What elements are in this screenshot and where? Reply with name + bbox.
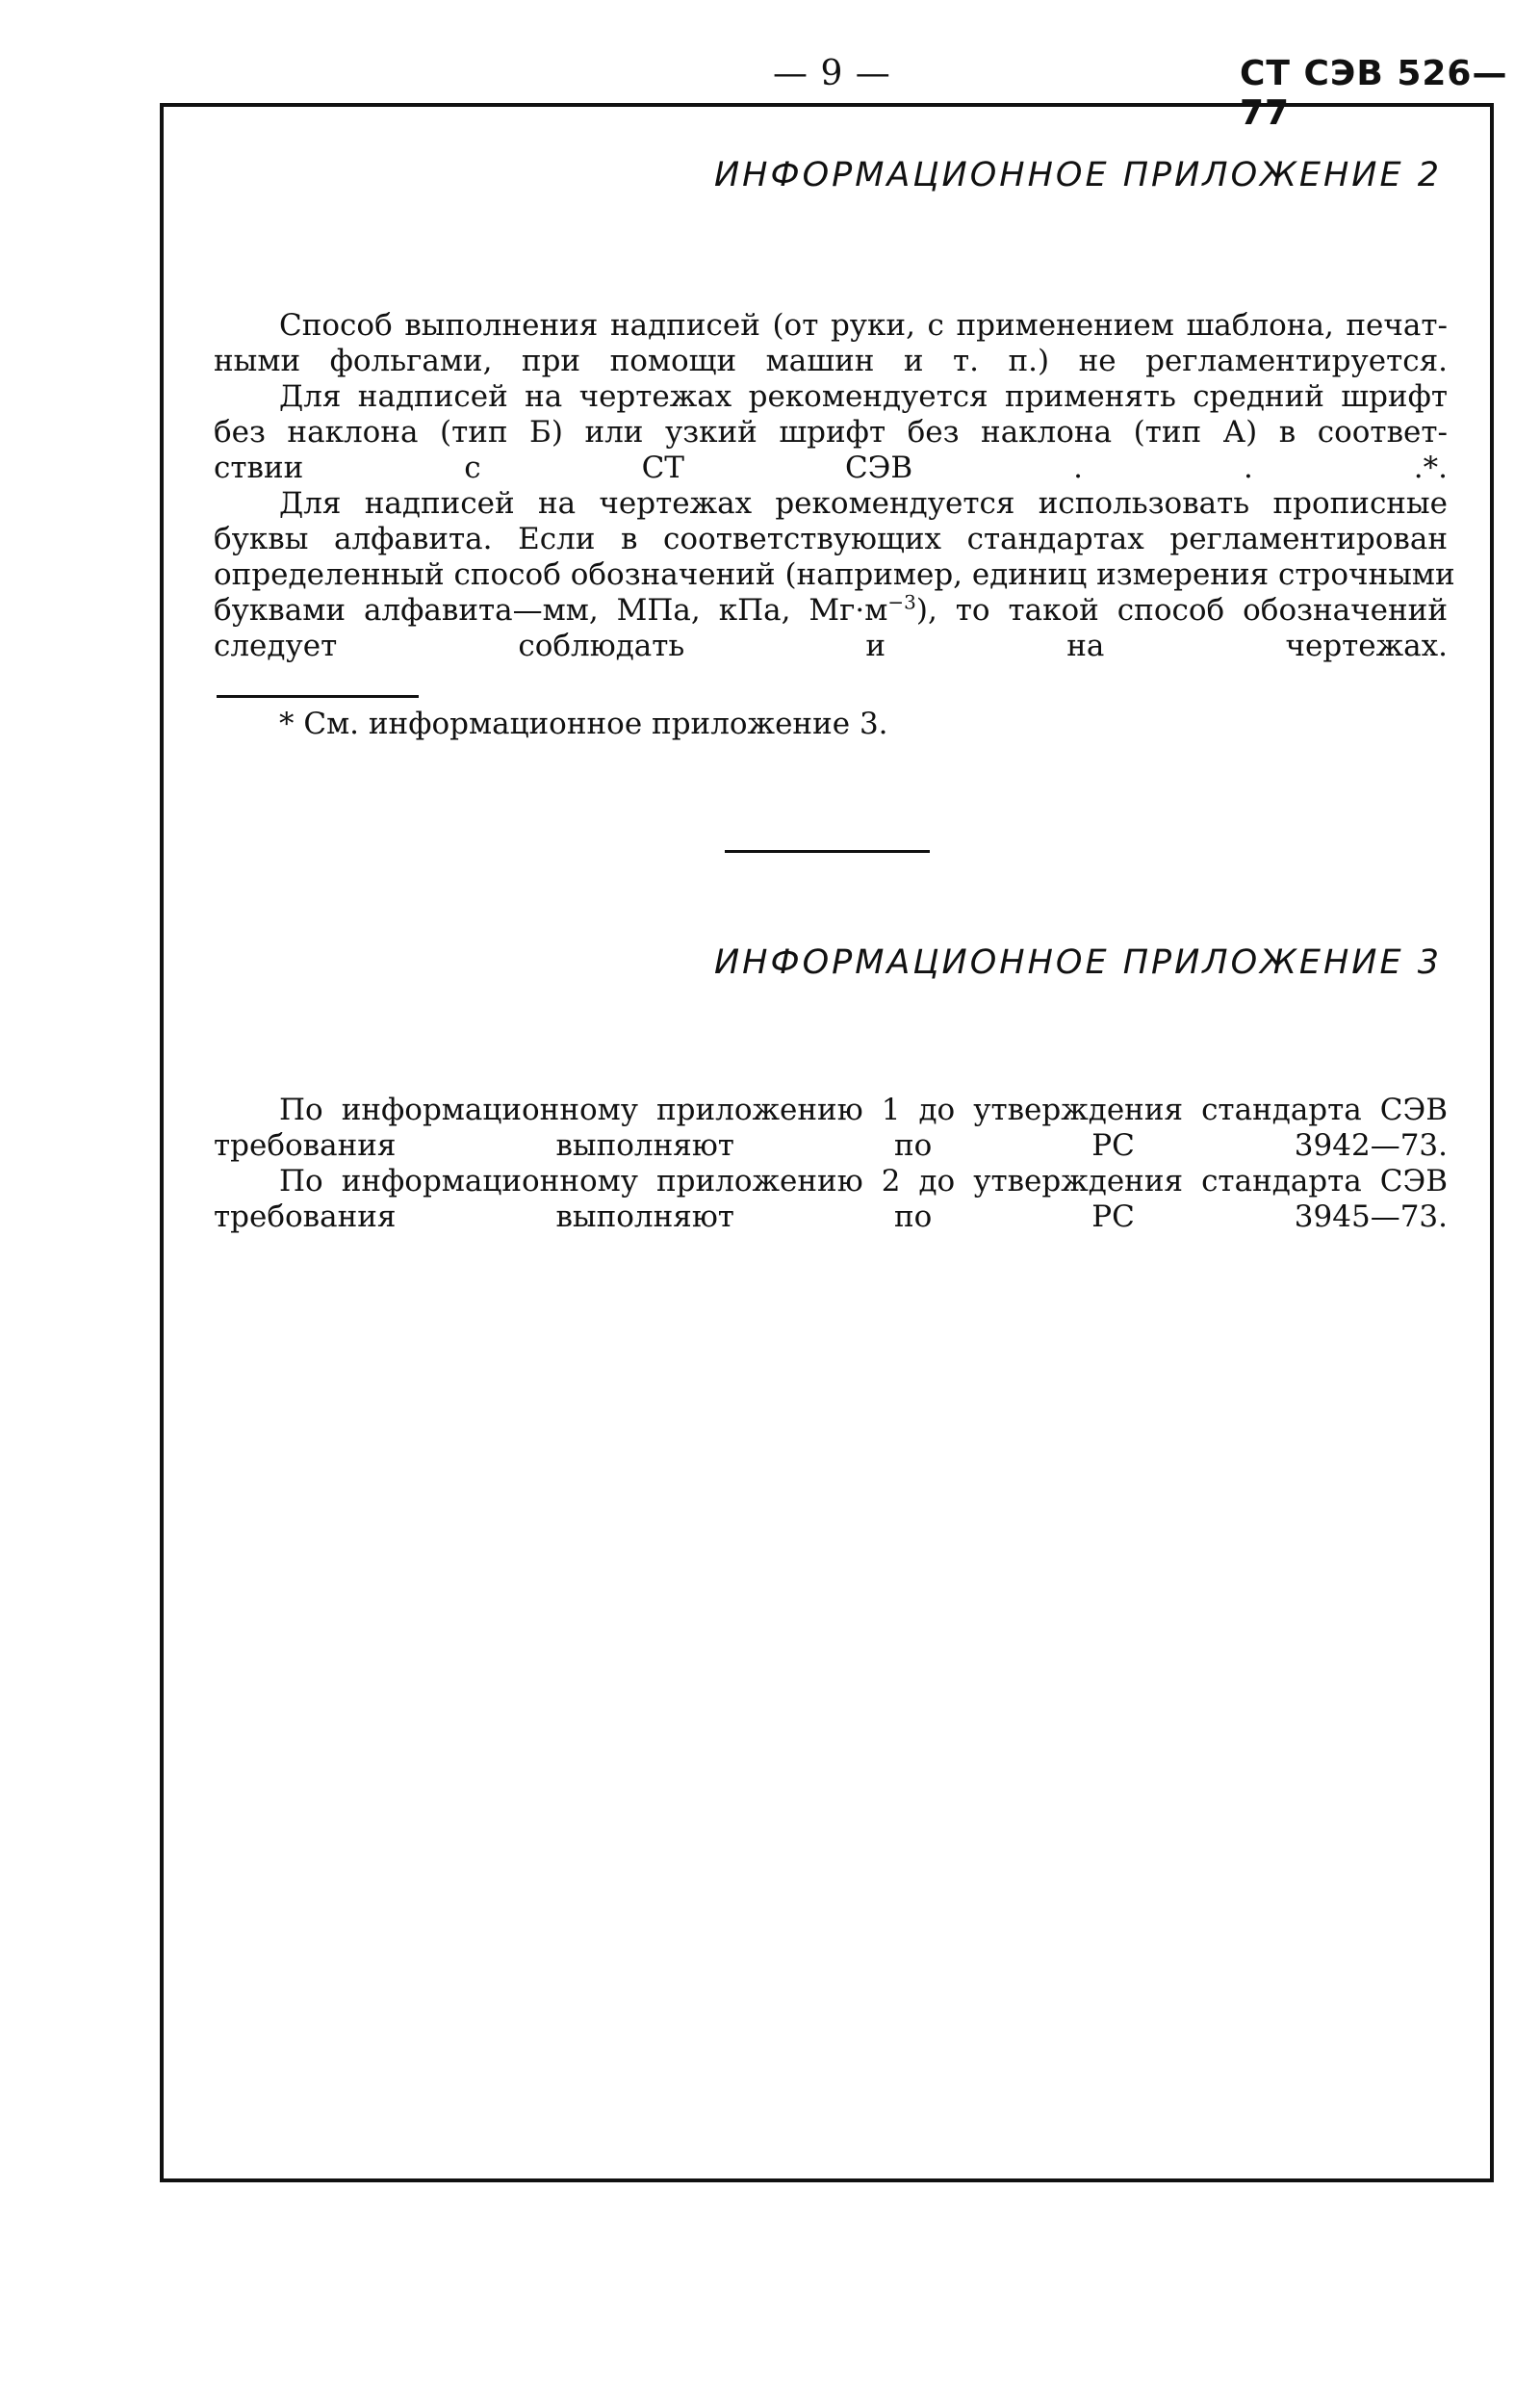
- footnote: * См. информационное приложение 3.: [279, 707, 888, 741]
- text-line: без наклона (тип Б) или узкий шрифт без наклона (тип А) в соответ-: [214, 415, 1448, 450]
- text-line: требования выполняют по РС 3942—73.: [214, 1128, 1448, 1163]
- appendix-3-paragraph-2: [214, 1164, 1448, 1235]
- text-line: Способ выполнения надписей (от руки, с применением шаблона, печат-: [279, 308, 1448, 343]
- appendix-3-title: ИНФОРМАЦИОННОЕ ПРИЛОЖЕНИЕ 3: [713, 943, 1442, 982]
- footnote-rule: [217, 695, 419, 698]
- text-line: Для надписей на чертежах рекомендуется использовать прописные: [279, 486, 1448, 521]
- text-line: буквы алфавита. Если в соответствующих стандартах регламентирован: [214, 522, 1448, 556]
- text-fragment: ), то такой способ обозначений: [915, 593, 1448, 628]
- page-number: — 9 —: [773, 54, 891, 93]
- document-code: СТ СЭВ 526—77: [1240, 54, 1508, 133]
- text-line: ными фольгами, при помощи машин и т. п.) не регламентируется.: [214, 344, 1448, 378]
- superscript: −3: [887, 590, 916, 614]
- text-line: По информационному приложению 1 до утверждения стандарта СЭВ: [279, 1093, 1448, 1127]
- appendix-2-paragraph-3: [214, 486, 1455, 664]
- text-line: следует соблюдать и на чертежах.: [214, 629, 1448, 663]
- text-fragment: буквами алфавита—мм, МПа, кПа, Мг·м: [214, 593, 888, 628]
- appendix-2-paragraph-1: [214, 308, 1448, 379]
- text-line: ствии с СТ СЭВ . . .*.: [214, 451, 1448, 485]
- text-line: Для надписей на чертежах рекомендуется применять средний шрифт: [279, 379, 1448, 414]
- section-divider: [725, 850, 930, 853]
- text-line: требования выполняют по РС 3945—73.: [214, 1199, 1448, 1234]
- appendix-2-paragraph-2: [214, 379, 1448, 486]
- text-line: определенный способ обозначений (например, единиц измерения строчными: [214, 557, 1455, 592]
- appendix-3-paragraph-1: [214, 1093, 1448, 1164]
- appendix-2-title: ИНФОРМАЦИОННОЕ ПРИЛОЖЕНИЕ 2: [713, 156, 1442, 194]
- text-line: По информационному приложению 2 до утверждения стандарта СЭВ: [279, 1164, 1448, 1198]
- text-line: [214, 590, 1448, 629]
